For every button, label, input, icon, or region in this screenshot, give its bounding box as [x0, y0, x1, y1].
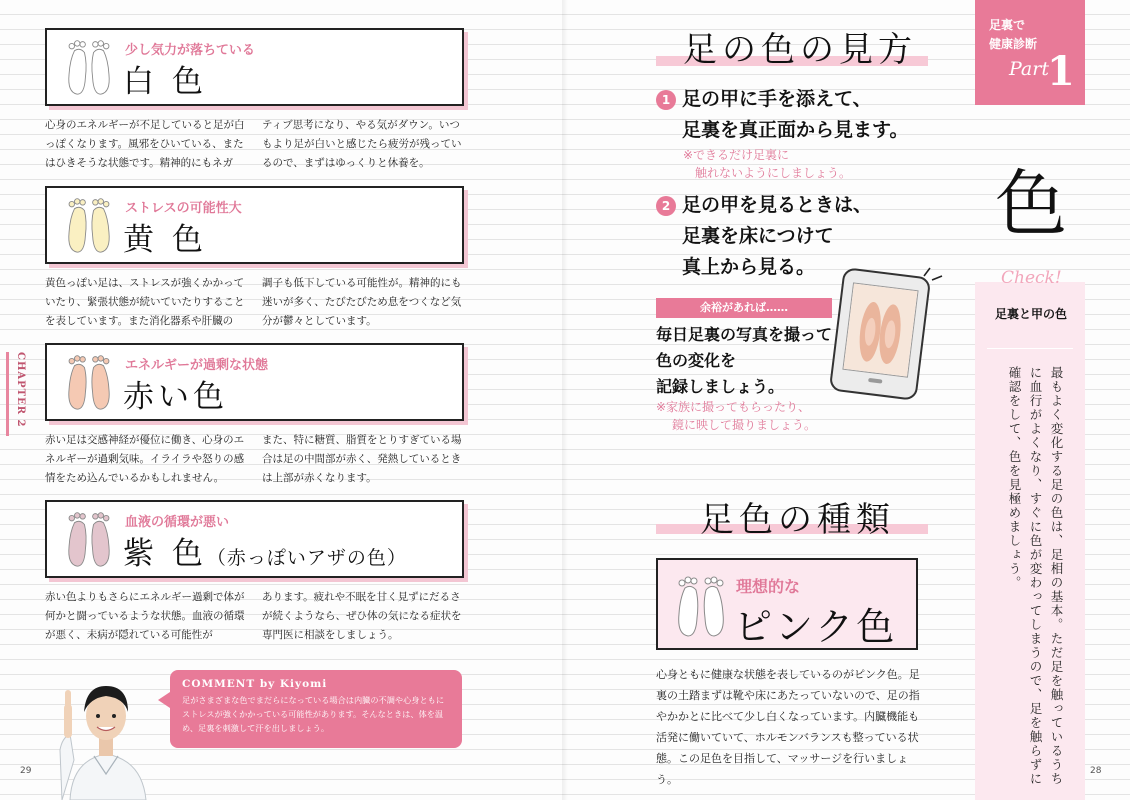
part-title-line-2: 健康診断 [989, 37, 1038, 51]
page-spine [562, 0, 568, 800]
color-box [45, 343, 464, 421]
color-box [45, 186, 464, 264]
color-desc-col2: あります。疲れや不眠を甘く見ずにだるさが続くようなら、ぜひ体の気になる症状を専門医に相談をしましょう。 [262, 591, 462, 641]
tip-note-line-1: ※家族に撮ってもらったり、 [656, 400, 811, 414]
feet-icon [63, 196, 115, 254]
section-big-character: 色 [995, 162, 1068, 246]
color-box [45, 500, 464, 578]
page-number-left: 29 [20, 766, 32, 776]
color-name [123, 371, 228, 416]
smartphone-illustration [829, 267, 931, 401]
step-1-note [683, 146, 851, 182]
color-tag: ストレスの可能性大 [125, 201, 242, 216]
check-divider [987, 348, 1073, 349]
tip-banner: 余裕があれば…… [656, 298, 832, 318]
comment-title: COMMENT by Kiyomi [182, 678, 328, 690]
step-2-line-2: 足裏を床につけて [682, 225, 834, 247]
step-1-line-2: 足裏を真正面から見ます。 [682, 119, 909, 141]
step-1-line-1: 足の甲に手を添えて、 [682, 88, 872, 110]
part-number: 1 [1047, 48, 1075, 95]
color-name-main: 黄 色 [123, 222, 207, 258]
color-name-main: 赤い色 [123, 379, 228, 415]
color-name-sub: （赤っぽいアザの色） [206, 547, 407, 569]
feet-icon [63, 38, 115, 96]
page-number-right: 28 [1090, 766, 1102, 776]
ideal-color-box [656, 558, 918, 650]
check-panel [975, 268, 1085, 800]
color-desc-col1: 赤い足は交感神経が優位に働き、心身のエネルギーが過剰気味。イライラや怒りの感情をため込んでいるかもしれません。 [45, 434, 245, 484]
color-desc-col2: 調子も低下している可能性が。精神的にも迷いが多く、たびたびため息をつくなど気分が鬱々としています。 [262, 277, 462, 327]
sparkle-lines-icon [920, 264, 946, 288]
comment-body: 足がさまざまな色でまだらになっている場合は内臓の不調や心身ともにストレスが強くかかっている可能性があります。そんなときは、体を温め、足裏を刺激して汗を出しましょう。 [182, 695, 445, 733]
color-desc-col1: 心身のエネルギーが不足していると足が白っぽくなります。風邪をひいている、またはひきそうな状態です。精神的にもネガ [45, 119, 245, 169]
part-title [989, 16, 1037, 54]
color-name-main: 白 色 [123, 64, 207, 100]
step-1-note-line-1: ※できるだけ足裏に [683, 148, 790, 162]
comment-box [170, 670, 462, 748]
tip-note [656, 398, 816, 434]
tip-note-line-2: 鏡に映して撮りましょう。 [672, 418, 817, 432]
phone-feet-photo [843, 283, 917, 376]
phone-home-button [868, 378, 882, 384]
step-1-note-line-2: 触れないようにしましょう。 [695, 166, 852, 180]
check-word: Check! [1001, 268, 1062, 288]
feet-icon [63, 510, 115, 568]
step-1-text [682, 84, 908, 146]
feet-icon [674, 574, 728, 638]
check-title: 足裏と甲の色 [994, 307, 1067, 321]
step-2-line-3: 真上から見る。 [682, 256, 816, 278]
tip-line-3: 記録しましょう。 [656, 377, 785, 396]
tip-line-1: 毎日足裏の写真を撮って [656, 325, 833, 344]
color-name-main: 紫 色 [123, 536, 207, 572]
color-desc-col1: 黄色っぽい足は、ストレスが強くかかっていたり、緊張状態が続いていたりすることを表しています。また消化器系や肝臓の [45, 277, 245, 327]
color-name [123, 528, 407, 573]
part-title-line-1: 足裏で [989, 18, 1026, 32]
heading-how-to-see: 足の色の見方 [683, 30, 917, 70]
tip-line-2: 色の変化を [656, 351, 737, 370]
step-2-number: 2 [656, 196, 676, 216]
ideal-color-description: 心身ともに健康な状態を表しているのがピンク色。足裏の土踏まずは靴や床にあたっていないので、足の指やかかとに比べて少し白くなっています。内臓機能も活発に働いていて、ホルモンバランスも整っている状態。この足色を目指して、マッサージを行いましょう。 [656, 668, 920, 786]
ideal-color-tag: 理想的な [736, 577, 801, 596]
color-name [123, 56, 207, 101]
ideal-color-name: ピンク色 [734, 605, 898, 649]
color-tag: エネルギーが過剰な状態 [125, 358, 269, 373]
heading-foot-color-types: 足色の種類 [700, 500, 895, 540]
tip-text [656, 322, 832, 400]
color-box [45, 28, 464, 106]
color-tag: 血液の循環が悪い [125, 515, 230, 530]
color-desc-col1: 赤い色よりもさらにエネルギー過剰で体が何かと闘っているような状態。血液の循環が悪く、未病が隠れている可能性が [45, 591, 245, 641]
color-desc-col2: ティブ思考になり、やる気がダウン。いつもより足が白いと感じたら疲労が残っているので、まずはゆっくりと休養を。 [262, 119, 462, 169]
chapter-label: CHAPTER 2 [6, 352, 26, 436]
color-name [123, 214, 207, 259]
kiyomi-photo [50, 664, 162, 800]
color-tag: 少し気力が落ちている [125, 43, 255, 58]
step-2-text [682, 190, 872, 283]
step-2-line-1: 足の甲を見るときは、 [682, 194, 873, 216]
part-word: Part [1009, 58, 1049, 80]
check-body: 最もよく変化する足の色は、足相の基本。ただ足を触っているうちに血行がよくなり、すぐに色が変わってしまうので、足を触らずに確認をして、色を見極めましょう。 [1007, 366, 1064, 786]
phone-screen [842, 282, 918, 377]
feet-icon [63, 353, 115, 411]
step-1-number: 1 [656, 90, 676, 110]
part-badge [975, 0, 1085, 105]
color-desc-col2: また、特に糖質、脂質をとりすぎている場合は足の中間部が赤く、発熱しているときは上部が赤くなります。 [262, 434, 462, 484]
